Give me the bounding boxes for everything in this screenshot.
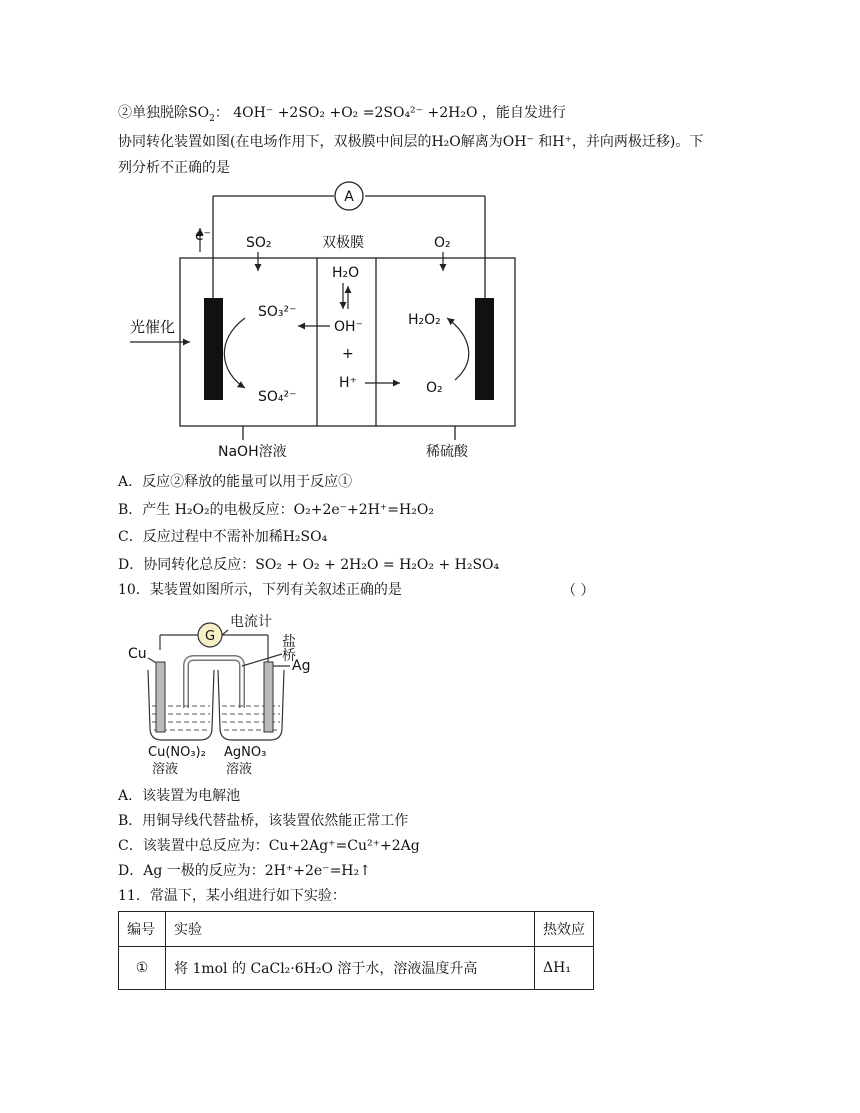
hplus-label: H⁺	[339, 375, 357, 391]
table-header-cell: 热效应	[535, 912, 594, 947]
q9-stem-suffix: ，能自发进行	[481, 105, 566, 121]
sulfuric-acid-label: 稀硫酸	[426, 444, 468, 460]
q10-option-c: C．该装置中总反应为：Cu+2Ag⁺=Cu²⁺+2Ag	[118, 838, 420, 854]
cu-nitrate-label: Cu(NO₃)₂	[148, 745, 206, 760]
q9-stem-so2: SO	[188, 105, 210, 121]
q9-stem-line3: 列分析不正确的是	[118, 160, 230, 176]
q9-electrochem-diagram	[0, 0, 860, 470]
q10-option-d: D．Ag 一极的反应为：2H⁺+2e⁻=H₂↑	[118, 863, 371, 879]
galvanometer-label: 电流计	[230, 614, 272, 630]
ag-nitrate-label: AgNO₃	[224, 745, 267, 760]
table-header-cell: 编号	[119, 912, 166, 947]
q9-stem-line1: ②单独脱除$SO_2$： 4OH⁻ +2SO₂ +O₂ =2SO₄²⁻ +2H₂O ，能自发进行	[118, 105, 566, 124]
right-electrode	[475, 298, 494, 400]
table-row	[119, 947, 594, 990]
salt-bridge-label-2: 桥	[282, 648, 296, 664]
galvanometer-symbol: G	[204, 629, 216, 644]
q11-experiment-table	[118, 911, 594, 990]
table-header-cell: 实验	[166, 912, 535, 947]
cu-solution-label: 溶液	[152, 762, 179, 777]
q9-option-c: C．反应过程中不需补加稀H₂SO₄	[118, 529, 328, 545]
q11-stem: 11．常温下，某小组进行如下实验：	[118, 888, 346, 904]
so2-label: SO₂	[246, 235, 272, 251]
q9-stem-equation: 4OH⁻ +2SO₂ +O₂ =2SO₄²⁻ +2H₂O	[233, 105, 478, 121]
naoh-solution-label: NaOH溶液	[218, 444, 287, 460]
ag-solution-label: 溶液	[226, 762, 253, 777]
ag-label: Ag	[292, 658, 311, 674]
q9-option-d: D．协同转化总反应：SO₂ + O₂ + 2H₂O = H₂O₂ + H₂SO₄	[118, 557, 500, 573]
q9-option-a: A．反应②释放的能量可以用于反应①	[118, 474, 353, 490]
q10-option-b: B．用铜导线代替盐桥，该装置依然能正常工作	[118, 813, 409, 829]
q10-stem: 10．某装置如图所示，下列有关叙述正确的是	[118, 582, 402, 598]
q9-option-b: B．产生 H₂O₂的电极反应：O₂+2e⁻+2H⁺=H₂O₂	[118, 502, 434, 518]
table-cell: 将 1mol 的 CaCl₂·6H₂O 溶于水，溶液温度升高	[166, 947, 535, 990]
electron-label: e⁻	[195, 228, 212, 244]
oh-label: OH⁻	[334, 319, 363, 335]
o2-top-label: O₂	[434, 235, 451, 251]
left-electrode	[204, 298, 223, 400]
so4-label: SO₄²⁻	[258, 389, 297, 405]
h2o-label: H₂O	[332, 265, 360, 281]
q9-stem-line2: 协同转化装置如图(在电场作用下，双极膜中间层的H₂O解离为OH⁻ 和H⁺，并向两极迁移)。下	[118, 134, 704, 150]
light-catalysis-label: 光催化	[130, 318, 176, 336]
table-header-row	[119, 912, 594, 947]
q10-galvanic-cell-diagram	[120, 610, 350, 780]
q9-stem-prefix: ②单独脱除	[118, 105, 188, 121]
q10-answer-paren: （ ）	[562, 583, 595, 599]
cu-electrode	[156, 662, 165, 732]
salt-bridge-label-1: 盐	[282, 634, 296, 650]
cu-label: Cu	[128, 646, 147, 662]
o2-bottom-label: O₂	[426, 380, 443, 396]
table-cell: ΔH₁	[535, 947, 594, 990]
so3-label: SO₃²⁻	[258, 304, 297, 320]
membrane-label: 双极膜	[322, 235, 364, 251]
ammeter-label: A	[344, 189, 354, 205]
ag-electrode	[264, 662, 273, 732]
h2o2-label: H₂O₂	[408, 312, 441, 328]
table-cell: ①	[119, 947, 166, 990]
plus-label: +	[342, 346, 354, 362]
q10-option-a: A．该装置为电解池	[118, 788, 241, 804]
